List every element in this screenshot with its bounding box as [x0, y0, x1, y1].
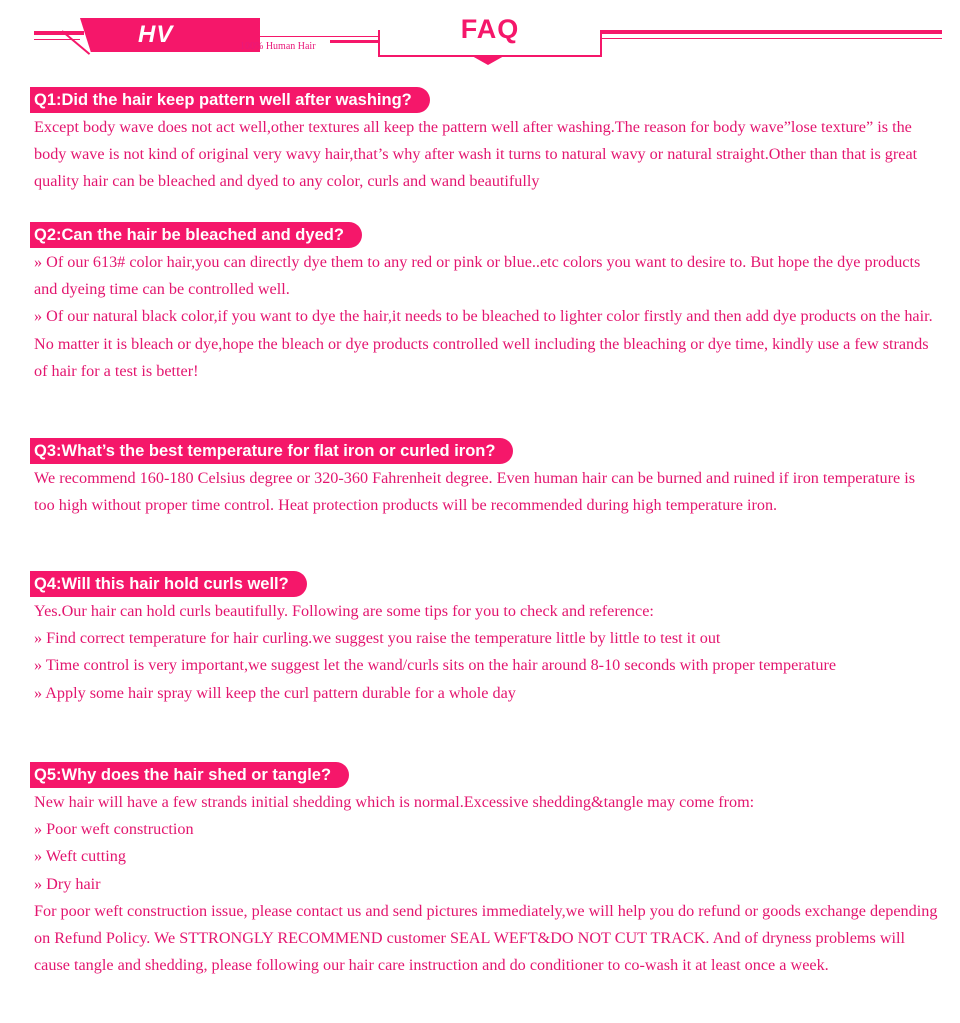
page-title: FAQ [460, 14, 520, 44]
faq-answer [34, 114, 939, 196]
faq-answer [34, 465, 939, 519]
answer-line: » Poor weft construction [34, 820, 194, 839]
faq-question: Q1:Did the hair keep pattern well after washing? [30, 87, 430, 113]
header-line-right-thin [600, 38, 942, 39]
faq-arrow-icon [472, 56, 504, 65]
faq-question: Q3:What’s the best temperature for flat iron or curled iron? [30, 438, 513, 464]
brand-logo: HV [138, 21, 174, 48]
answer-line: For poor weft construction issue, please contact us and send pictures immediately,we will help you do refund or goods exchange depending on Refund Policy. We STTRONGLY RECOMMEND customer SEAL WEFT&DO NOT CUT TRACK. And of dryness problems will cause tangle and shedding, please following our hair care instruction and do conditioner to co-wash it at least once a week. [34, 901, 938, 975]
answer-line: We recommend 160-180 Celsius degree or 320-360 Fahrenheit degree. Even human hair can be burned and ruined if iron temperature is too high without proper time control. Heat protection products will be recommended during high temperature iron. [34, 469, 916, 515]
page-header [0, 0, 960, 70]
faq-question: Q5:Why does the hair shed or tangle? [30, 762, 349, 788]
answer-line: » Find correct temperature for hair curling.we suggest you raise the temperature little by little to test it out [34, 629, 721, 648]
header-line-left [34, 31, 84, 35]
faq-question: Q4:Will this hair hold curls well? [30, 571, 307, 597]
faq-frame-left [378, 30, 380, 56]
answer-line: Except body wave does not act well,other textures all keep the pattern well after washing.The reason for body wave”lose texture” is the body wave is not kind of original very wavy hair,that’s why after wash it turns to natural wavy or natural straight.Other than that is great quality hair can be bleached and dyed to any color, curls and wand beautifully [34, 118, 918, 191]
header-line-mid-top [240, 36, 378, 37]
header-line-mid [330, 40, 378, 43]
answer-line: » Dry hair [34, 874, 101, 893]
faq-answer [34, 249, 939, 385]
faq-answer [34, 598, 939, 707]
answer-line: » Apply some hair spray will keep the curl pattern durable for a whole day [34, 683, 516, 702]
faq-answer [34, 789, 939, 979]
answer-line: » Weft cutting [34, 847, 126, 866]
header-line-right [600, 30, 942, 34]
answer-line: » Of our natural black color,if you want to dye the hair,it needs to be bleached to lighter color firstly and then add dye products on the hair. [34, 307, 933, 326]
answer-line: » Time control is very important,we suggest let the wand/curls sits on the hair around 8-10 seconds with proper temperature [34, 656, 837, 675]
faq-question: Q2:Can the hair be bleached and dyed? [30, 222, 362, 248]
brand-tagline: 100% Human Hair [240, 41, 316, 52]
answer-line: Yes.Our hair can hold curls beautifully. Following are some tips for you to check and reference: [34, 602, 654, 620]
answer-line: » Of our 613# color hair,you can directly dye them to any red or pink or blue..etc colors you want to desire to. But hope the dye products and dyeing time can be controlled well. [34, 253, 921, 299]
answer-line: No matter it is bleach or dye,hope the bleach or dye products controlled well including the bleaching or dye time, kindly use a few strands of hair for a test is better! [34, 334, 929, 380]
answer-line: New hair will have a few strands initial shedding which is normal.Excessive shedding&tangle may come from: [34, 793, 755, 811]
